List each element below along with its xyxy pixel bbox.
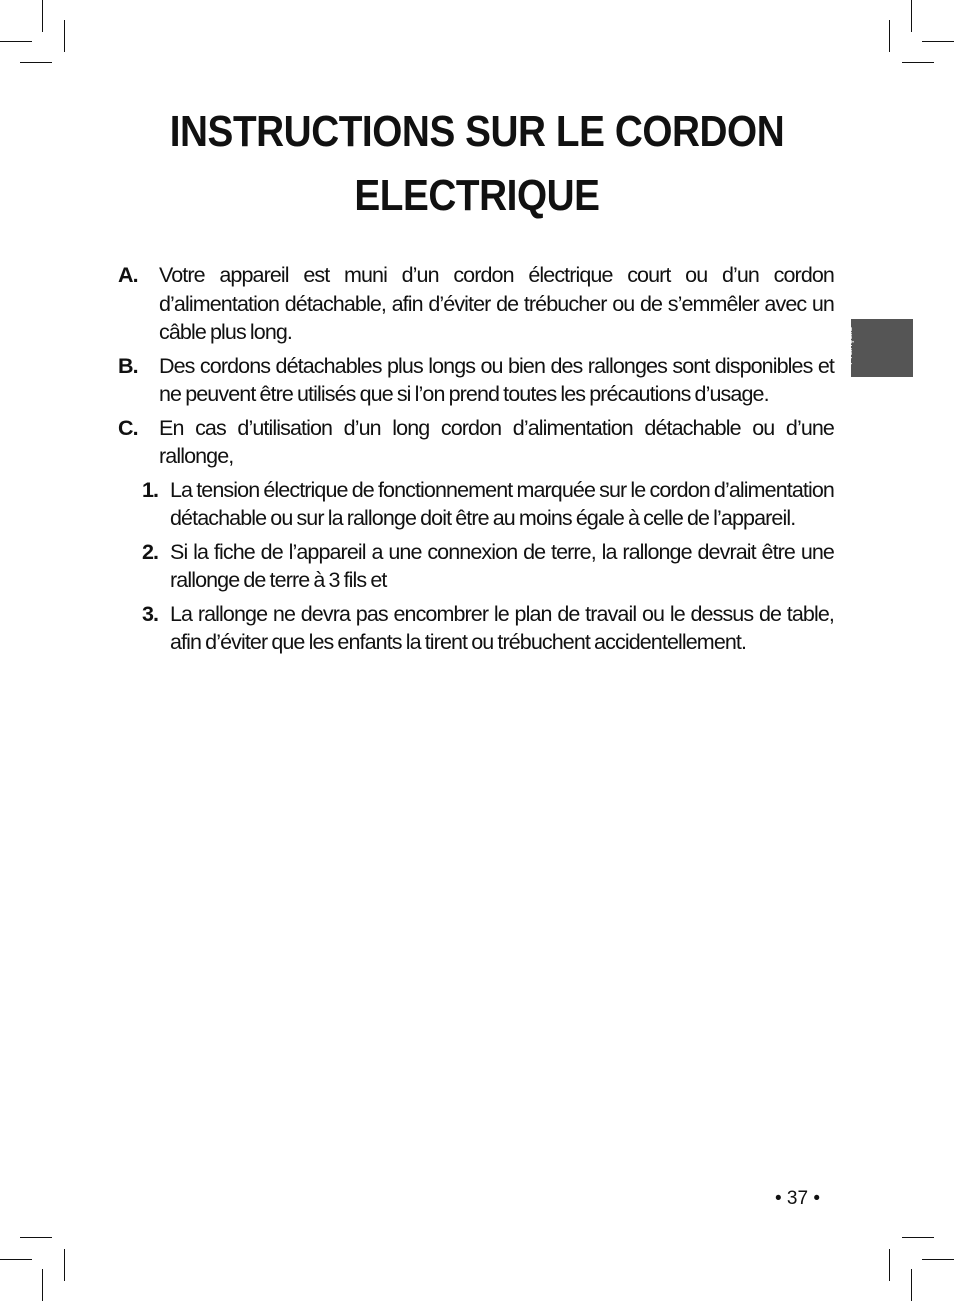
crop-mark xyxy=(902,1237,934,1238)
subitem-marker: 2. xyxy=(142,539,159,564)
crop-mark xyxy=(64,20,65,52)
subitem-marker: 3. xyxy=(142,601,159,626)
item-text: Votre appareil est muni d’un cordon électrique court ou d’un cordon d’alimentation détachable, afin d’éviter de trébucher ou de s’emmêler avec un câble plus long. xyxy=(159,263,834,344)
crop-mark xyxy=(0,1259,32,1260)
crop-mark xyxy=(922,1259,954,1260)
crop-mark xyxy=(889,1249,890,1281)
item-marker: A. xyxy=(118,263,138,287)
crop-mark xyxy=(42,1269,43,1301)
subitem-marker: 1. xyxy=(142,477,159,502)
crop-mark xyxy=(20,62,52,63)
subitem-text: Si la fiche de l’appareil a une connexion de terre, la rallonge devrait être une rallonge de terre à 3 fils et xyxy=(170,539,834,592)
language-tab xyxy=(844,319,913,377)
page-title xyxy=(57,100,897,228)
crop-mark xyxy=(922,41,954,42)
instruction-subitem-2 xyxy=(142,538,834,595)
language-tab-label: Français xyxy=(844,326,855,365)
instruction-subitem-3 xyxy=(142,600,834,657)
instruction-subitem-1 xyxy=(142,476,834,533)
crop-mark xyxy=(64,1249,65,1281)
crop-mark xyxy=(20,1237,52,1238)
crop-mark xyxy=(911,1269,912,1301)
subitem-text: La rallonge ne devra pas encombrer le plan de travail ou le dessus de table, afin d’éviter que les enfants la tirent ou trébuchent accidentellement. xyxy=(170,601,834,654)
page-title-line-2: ELECTRIQUE xyxy=(354,171,600,220)
crop-mark xyxy=(902,62,934,63)
instructions-body xyxy=(118,261,834,662)
item-text: En cas d’utilisation d’un long cordon d’alimentation détachable ou d’une rallonge, xyxy=(159,415,834,468)
crop-mark xyxy=(889,20,890,52)
subitem-text: La tension électrique de fonctionnement marquée sur le cordon d’alimentation détachable ou sur la rallonge doit être au moins égale à celle de l’appareil. xyxy=(170,477,834,530)
crop-mark xyxy=(911,0,912,32)
instruction-item-a xyxy=(118,261,834,347)
item-marker: C. xyxy=(118,415,138,440)
page-title-line-1: INSTRUCTIONS SUR LE CORDON xyxy=(169,107,785,156)
item-marker: B. xyxy=(118,353,138,378)
item-text: Des cordons détachables plus longs ou bien des rallonges sont disponibles et ne peuvent être utilisés que si l’on prend toutes les précautions d’usage. xyxy=(159,353,834,406)
crop-mark xyxy=(0,41,32,42)
page-number: • 37 • xyxy=(775,1188,820,1209)
instruction-item-b xyxy=(118,352,834,409)
crop-mark xyxy=(42,0,43,32)
instruction-item-c xyxy=(118,414,834,471)
